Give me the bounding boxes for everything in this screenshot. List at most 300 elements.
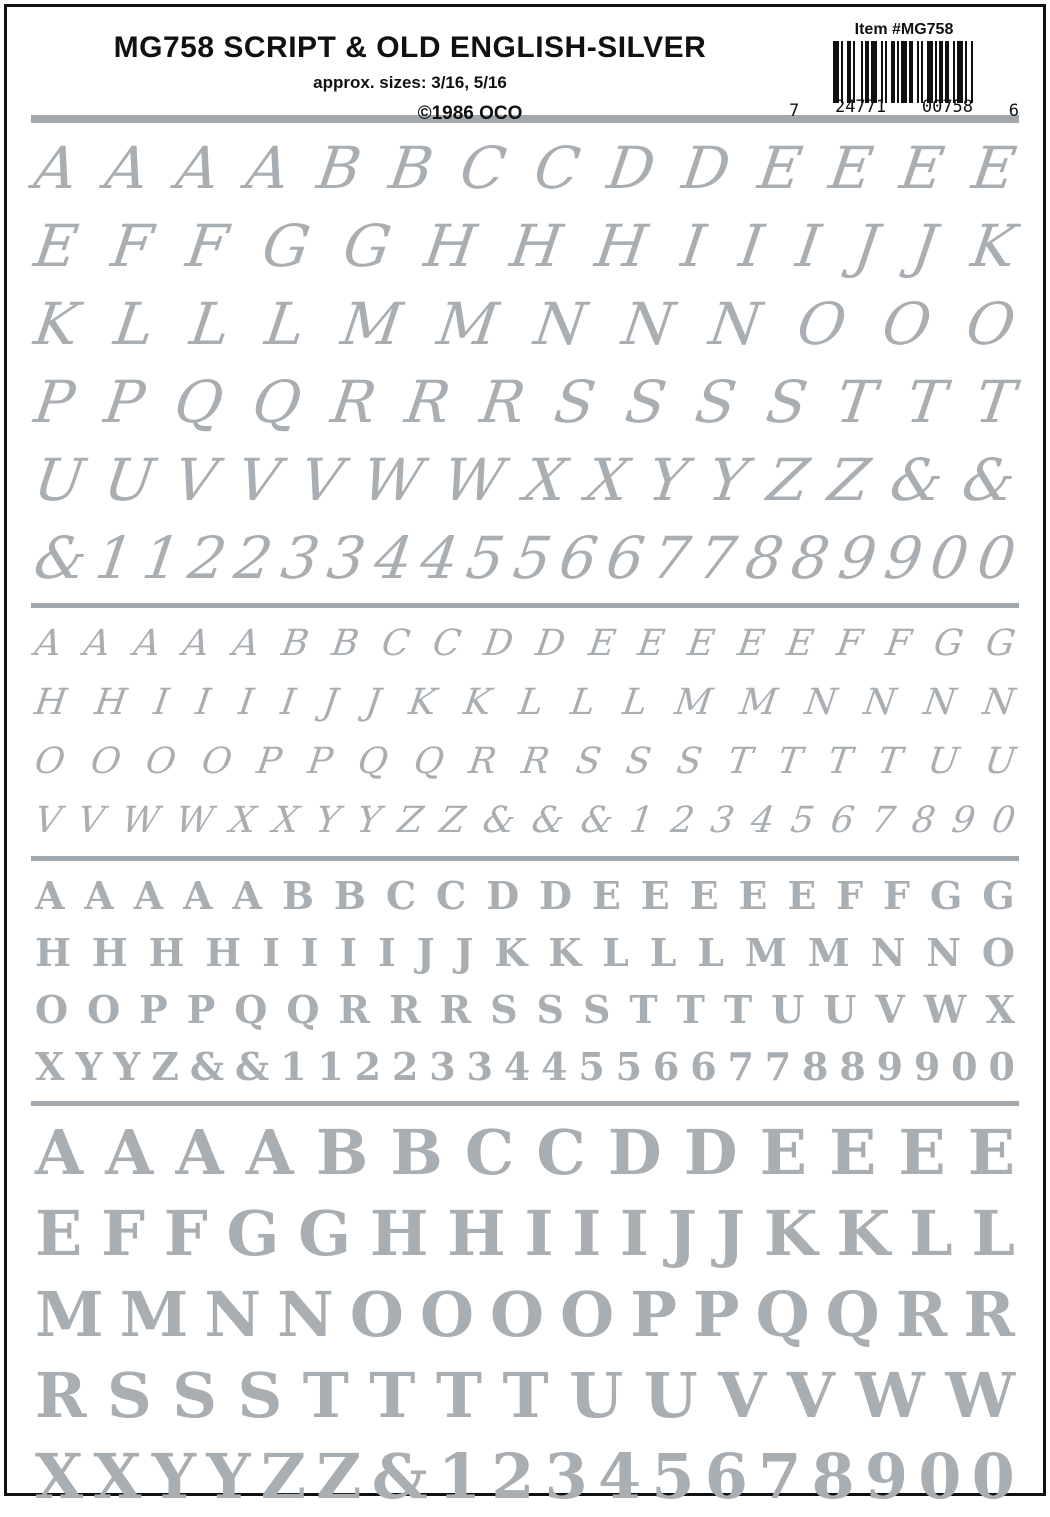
letter-glyph: O [793, 290, 851, 358]
letter-glyph: 9 [876, 1043, 904, 1089]
letter-glyph: M [736, 681, 780, 723]
letter-glyph: I [278, 681, 299, 723]
letter-glyph: O [349, 1277, 404, 1351]
letter-row [31, 732, 1019, 791]
letter-row [31, 285, 1019, 363]
letter-glyph: J [850, 212, 884, 280]
letter-glyph: O [962, 290, 1020, 358]
letter-glyph: W [923, 986, 967, 1032]
letter-glyph: A [32, 622, 64, 664]
letter-glyph: 9 [913, 1043, 941, 1089]
letter-glyph: 1 [437, 1439, 482, 1513]
letter-glyph: E [754, 134, 806, 202]
letter-glyph: I [619, 1196, 649, 1270]
letter-glyph: 6 [704, 1439, 748, 1513]
letter-glyph: W [173, 799, 216, 841]
letter-glyph: X [93, 1439, 142, 1513]
letter-glyph: E [685, 622, 718, 664]
letter-glyph: H [447, 1196, 506, 1270]
letter-glyph: 1 [91, 524, 138, 592]
letter-glyph: F [834, 622, 866, 664]
letter-glyph: G [931, 622, 966, 664]
section-divider-1 [31, 603, 1019, 608]
letter-glyph: U [100, 446, 159, 514]
letter-glyph: K [405, 681, 439, 723]
letter-glyph: X [35, 1439, 84, 1513]
letter-glyph: U [981, 740, 1018, 782]
barcode-left-group: 24771 [834, 97, 887, 117]
section-divider-2 [31, 856, 1019, 861]
item-number-label: Item #MG758 [854, 21, 954, 38]
letter-glyph: N [617, 290, 679, 358]
letter-glyph: E [591, 872, 621, 918]
letter-glyph: 2 [667, 799, 697, 841]
letter-glyph: G [339, 212, 395, 280]
letter-row [31, 1193, 1019, 1274]
letter-glyph: Y [151, 1439, 196, 1513]
letter-glyph: 8 [811, 1439, 855, 1513]
letter-glyph: Y [703, 446, 752, 514]
letter-glyph: H [591, 212, 652, 280]
letter-glyph: T [435, 1358, 483, 1432]
letter-glyph: N [204, 1277, 262, 1351]
letter-glyph: 0 [918, 1439, 962, 1513]
letter-glyph: O [32, 740, 68, 782]
letter-glyph: H [35, 929, 71, 975]
letter-row [31, 129, 1019, 207]
letter-glyph: & [479, 799, 518, 841]
letter-glyph: A [175, 1115, 224, 1189]
letter-glyph: G [257, 212, 314, 280]
letter-row [31, 1038, 1019, 1095]
letter-glyph: S [172, 1358, 217, 1432]
letter-glyph: 4 [598, 1439, 642, 1513]
letter-glyph: I [151, 681, 172, 723]
page-title: MG758 SCRIPT & OLD ENGLISH-SILVER [113, 31, 707, 64]
letter-glyph: T [971, 368, 1020, 436]
letter-glyph: 7 [694, 524, 742, 592]
letter-glyph: & [371, 1439, 428, 1513]
letter-glyph: & [529, 799, 567, 841]
letter-glyph: A [105, 1115, 154, 1189]
letter-row [31, 867, 1019, 924]
letter-glyph: T [723, 986, 753, 1032]
letter-glyph: 6 [690, 1043, 717, 1089]
letter-glyph: A [229, 622, 262, 664]
letter-glyph: Y [75, 1043, 103, 1089]
letter-glyph: O [198, 740, 235, 782]
letter-glyph: Z [316, 1439, 362, 1513]
letter-glyph: A [101, 134, 153, 202]
letter-glyph: N [530, 290, 591, 358]
letter-glyph: Q [234, 986, 268, 1032]
letter-glyph: X [270, 799, 302, 841]
letter-glyph: Q [286, 986, 320, 1032]
section-old-english-large [31, 1112, 1019, 1517]
letter-glyph: 8 [839, 1043, 866, 1089]
letter-glyph: Q [169, 368, 228, 436]
letter-row [31, 207, 1019, 285]
letter-glyph: F [882, 622, 914, 664]
letter-glyph: A [133, 872, 164, 918]
letter-glyph: 6 [555, 524, 602, 592]
letter-glyph: V [170, 446, 222, 514]
letter-glyph: B [390, 1115, 443, 1189]
letter-glyph: 0 [926, 524, 974, 592]
letter-glyph: K [30, 290, 84, 358]
letter-glyph: Y [313, 799, 343, 841]
letter-glyph: E [967, 134, 1020, 202]
letter-glyph: S [550, 368, 600, 436]
letter-glyph: Z [151, 1043, 179, 1089]
letter-glyph: 8 [741, 524, 788, 592]
letter-glyph: E [784, 622, 817, 664]
letter-glyph: E [787, 872, 817, 918]
letter-glyph: G [929, 872, 963, 918]
letter-glyph: P [100, 368, 149, 436]
letter-glyph: C [430, 622, 464, 664]
letter-glyph: L [515, 681, 546, 723]
letter-glyph: W [855, 1358, 925, 1432]
letter-row [31, 519, 1019, 597]
letter-glyph: R [35, 1358, 87, 1432]
letter-glyph: J [320, 681, 341, 723]
letter-glyph: N [277, 1277, 334, 1351]
letter-glyph: A [180, 622, 213, 664]
letter-glyph: Q [410, 740, 447, 782]
letter-glyph: R [326, 368, 380, 436]
letter-glyph: & [578, 799, 617, 841]
letter-glyph: R [388, 986, 421, 1032]
letter-glyph: 3 [276, 524, 324, 592]
letter-row [31, 673, 1019, 732]
letter-glyph: T [725, 740, 755, 782]
barcode-image [789, 41, 1019, 103]
letter-glyph: 4 [541, 1043, 568, 1089]
letter-glyph: W [358, 446, 428, 514]
letter-glyph: G [298, 1196, 352, 1270]
letter-glyph: E [828, 1115, 877, 1189]
letter-glyph: 8 [787, 524, 834, 592]
letter-glyph: J [455, 929, 474, 975]
letter-glyph: O [419, 1277, 474, 1351]
letter-glyph: 6 [652, 1043, 680, 1089]
letter-glyph: S [572, 740, 604, 782]
letter-glyph: B [329, 622, 362, 664]
section-script-small [31, 614, 1019, 850]
letter-glyph: 4 [416, 524, 463, 592]
letter-glyph: 2 [491, 1439, 535, 1513]
letter-glyph: 5 [509, 524, 556, 592]
letter-row [31, 981, 1019, 1038]
letter-glyph: 5 [651, 1439, 695, 1513]
letter-glyph: 8 [802, 1043, 829, 1089]
letter-glyph: B [315, 1115, 369, 1189]
letter-glyph: M [35, 1277, 104, 1351]
letter-glyph: W [945, 1358, 1015, 1432]
letter-glyph: Q [248, 368, 306, 436]
letter-glyph: O [981, 929, 1015, 975]
letter-glyph: N [801, 681, 839, 723]
letter-glyph: B [279, 622, 312, 664]
section-script-large [31, 129, 1019, 597]
letter-glyph: I [235, 681, 256, 723]
letter-glyph: H [91, 929, 128, 975]
letter-glyph: K [494, 929, 528, 975]
letter-glyph: 9 [949, 799, 978, 841]
letter-glyph: Q [355, 740, 391, 782]
letter-glyph: 2 [230, 524, 278, 592]
letter-glyph: I [262, 929, 280, 975]
barcode-right-group: 00758 [921, 97, 974, 117]
letter-glyph: K [763, 1196, 818, 1270]
letter-glyph: N [926, 929, 962, 975]
letter-glyph: E [30, 212, 83, 280]
letter-glyph: R [466, 740, 500, 782]
letter-glyph: V [295, 446, 348, 514]
letter-glyph: P [630, 1277, 677, 1351]
letter-glyph: Y [354, 799, 384, 841]
letter-row [31, 791, 1019, 850]
section-old-english-small [31, 867, 1019, 1095]
letter-glyph: P [186, 986, 216, 1032]
letter-glyph: 3 [708, 799, 737, 841]
letter-glyph: X [227, 799, 259, 841]
letter-glyph: L [110, 290, 159, 358]
letter-glyph: U [925, 740, 962, 782]
letter-row [31, 1274, 1019, 1355]
letter-glyph: K [460, 681, 494, 723]
letter-glyph: U [771, 986, 805, 1032]
letter-glyph: F [883, 872, 911, 918]
letter-glyph: S [237, 1358, 283, 1432]
letter-glyph: A [84, 872, 114, 918]
letter-glyph: T [502, 1358, 549, 1432]
letter-glyph: F [163, 1196, 208, 1270]
letter-glyph: Z [824, 446, 875, 514]
letter-glyph: Q [825, 1277, 880, 1351]
letter-glyph: V [32, 799, 64, 841]
letter-glyph: S [623, 740, 654, 782]
letter-glyph: 9 [833, 524, 881, 592]
letter-glyph: L [186, 290, 235, 358]
letter-glyph: C [464, 1115, 515, 1189]
letter-glyph: S [106, 1358, 152, 1432]
letter-glyph: F [107, 212, 158, 280]
letter-glyph: D [607, 1115, 662, 1189]
letter-glyph: G [982, 872, 1015, 918]
letter-glyph: X [582, 446, 634, 514]
letter-glyph: R [439, 986, 472, 1032]
letter-glyph: M [744, 929, 787, 975]
copyright-text: ©1986 OCO [417, 103, 523, 124]
letter-glyph: A [242, 134, 295, 202]
letter-glyph: S [582, 986, 611, 1032]
letter-glyph: O [87, 986, 121, 1032]
letter-glyph: G [226, 1196, 280, 1270]
letter-glyph: S [761, 368, 812, 436]
letter-glyph: Y [644, 446, 693, 514]
letter-glyph: H [32, 681, 70, 723]
letter-glyph: A [35, 872, 65, 918]
letter-glyph: 8 [908, 799, 938, 841]
letter-glyph: D [539, 872, 572, 918]
letter-glyph: F [100, 1196, 146, 1270]
letter-glyph: I [676, 212, 710, 280]
letter-glyph: 6 [601, 524, 649, 592]
letter-row [31, 363, 1019, 441]
letter-glyph: E [585, 622, 618, 664]
letter-glyph: E [35, 1196, 83, 1270]
letter-glyph: R [475, 368, 529, 436]
letter-glyph: L [971, 1196, 1015, 1270]
letter-glyph: 3 [323, 524, 370, 592]
letter-glyph: M [119, 1277, 189, 1351]
letter-glyph: B [385, 134, 438, 202]
letter-glyph: M [337, 290, 407, 358]
letter-glyph: 6 [828, 799, 858, 841]
letter-glyph: P [30, 368, 79, 436]
letter-glyph: D [533, 622, 569, 664]
letter-glyph: L [909, 1196, 953, 1270]
letter-glyph: A [245, 1115, 294, 1189]
letter-glyph: G [983, 622, 1018, 664]
letter-glyph: O [35, 986, 69, 1032]
letter-glyph: E [734, 622, 767, 664]
letter-glyph: J [908, 212, 942, 280]
letter-glyph: P [139, 986, 168, 1032]
letter-glyph: S [674, 740, 705, 782]
transfer-sheet [7, 7, 1043, 1513]
letter-glyph: 7 [764, 1043, 792, 1089]
letter-glyph: M [671, 681, 715, 723]
letter-glyph: U [643, 1358, 698, 1432]
letter-glyph: N [980, 681, 1018, 723]
letter-glyph: O [878, 290, 936, 358]
letter-glyph: I [572, 1196, 602, 1270]
letter-glyph: V [786, 1358, 835, 1432]
letter-glyph: E [635, 622, 668, 664]
letter-glyph: 7 [727, 1043, 754, 1089]
size-subtitle: approx. sizes: 3/16, 5/16 [313, 73, 507, 92]
letter-glyph: D [481, 622, 516, 664]
letter-glyph: K [548, 929, 582, 975]
letter-glyph: C [385, 872, 417, 918]
letter-glyph: S [620, 368, 671, 436]
letter-glyph: O [560, 1277, 615, 1351]
letter-glyph: 7 [758, 1439, 802, 1513]
letter-glyph: O [490, 1277, 545, 1351]
letter-glyph: V [718, 1358, 767, 1432]
letter-glyph: T [629, 986, 658, 1032]
letter-glyph: E [640, 872, 670, 918]
letter-glyph: 5 [578, 1043, 605, 1089]
letter-glyph: 2 [391, 1043, 419, 1089]
barcode-block [789, 15, 1019, 121]
letter-glyph: & [30, 524, 92, 592]
letter-glyph: 0 [989, 799, 1018, 841]
letter-glyph: J [416, 929, 435, 975]
letter-glyph: U [823, 986, 857, 1032]
letter-glyph: V [875, 986, 905, 1032]
letter-glyph: Y [113, 1043, 141, 1089]
barcode-trail-digit: 6 [1008, 101, 1019, 121]
letter-glyph: I [734, 212, 768, 280]
letter-glyph: A [35, 1115, 84, 1189]
letter-glyph: Z [395, 799, 426, 841]
letter-glyph: H [369, 1196, 429, 1270]
letter-glyph: Z [260, 1439, 306, 1513]
letter-glyph: C [529, 134, 584, 202]
letter-glyph: 1 [280, 1043, 307, 1089]
letter-glyph: D [603, 134, 660, 202]
letter-glyph: U [569, 1358, 624, 1432]
letter-row [31, 441, 1019, 519]
letter-glyph: B [333, 872, 367, 918]
letter-glyph: E [898, 1115, 946, 1189]
letter-glyph: S [691, 368, 741, 436]
letter-glyph: T [825, 740, 855, 782]
letter-glyph: D [486, 872, 520, 918]
letter-glyph: X [985, 986, 1015, 1032]
letter-row [31, 924, 1019, 981]
letter-glyph: 4 [369, 524, 417, 592]
barcode-lead-digit: 7 [789, 101, 800, 121]
letter-glyph: O [143, 740, 179, 782]
letter-glyph: R [338, 986, 370, 1032]
letter-glyph: W [439, 446, 509, 514]
letter-glyph: F [836, 872, 864, 918]
letter-glyph: N [705, 290, 766, 358]
letter-glyph: T [775, 740, 805, 782]
letter-glyph: B [313, 134, 366, 202]
letter-glyph: L [619, 681, 650, 723]
letter-glyph: L [567, 681, 598, 723]
section-divider-3 [31, 1101, 1019, 1106]
letter-glyph: R [895, 1277, 948, 1351]
letter-glyph: S [536, 986, 564, 1032]
letter-glyph: K [836, 1196, 891, 1270]
letter-glyph: 2 [184, 524, 231, 592]
letter-glyph: R [401, 368, 455, 436]
letter-glyph: 0 [988, 1043, 1015, 1089]
letter-glyph: 5 [462, 524, 510, 592]
letter-glyph: 7 [868, 799, 898, 841]
letter-glyph: 4 [503, 1043, 531, 1089]
letter-glyph: E [825, 134, 878, 202]
letter-glyph: A [232, 872, 262, 918]
letter-glyph: 1 [627, 799, 657, 841]
letter-glyph: A [30, 134, 82, 202]
letter-glyph: V [75, 799, 108, 841]
letter-glyph: X [35, 1043, 65, 1089]
letter-glyph: H [205, 929, 242, 975]
letter-glyph: N [861, 681, 899, 723]
letter-glyph: 1 [137, 524, 185, 592]
letter-glyph: J [715, 1196, 746, 1270]
letter-glyph: 3 [466, 1043, 493, 1089]
letter-glyph: I [524, 1196, 554, 1270]
letter-glyph: I [377, 929, 396, 975]
letter-glyph: S [490, 986, 518, 1032]
letter-glyph: E [967, 1115, 1015, 1189]
letter-glyph: V [232, 446, 285, 514]
letter-glyph: A [183, 872, 213, 918]
letter-glyph: L [697, 929, 724, 975]
title-block [31, 15, 789, 125]
letter-glyph: Z [763, 446, 813, 514]
letter-glyph: C [379, 622, 413, 664]
